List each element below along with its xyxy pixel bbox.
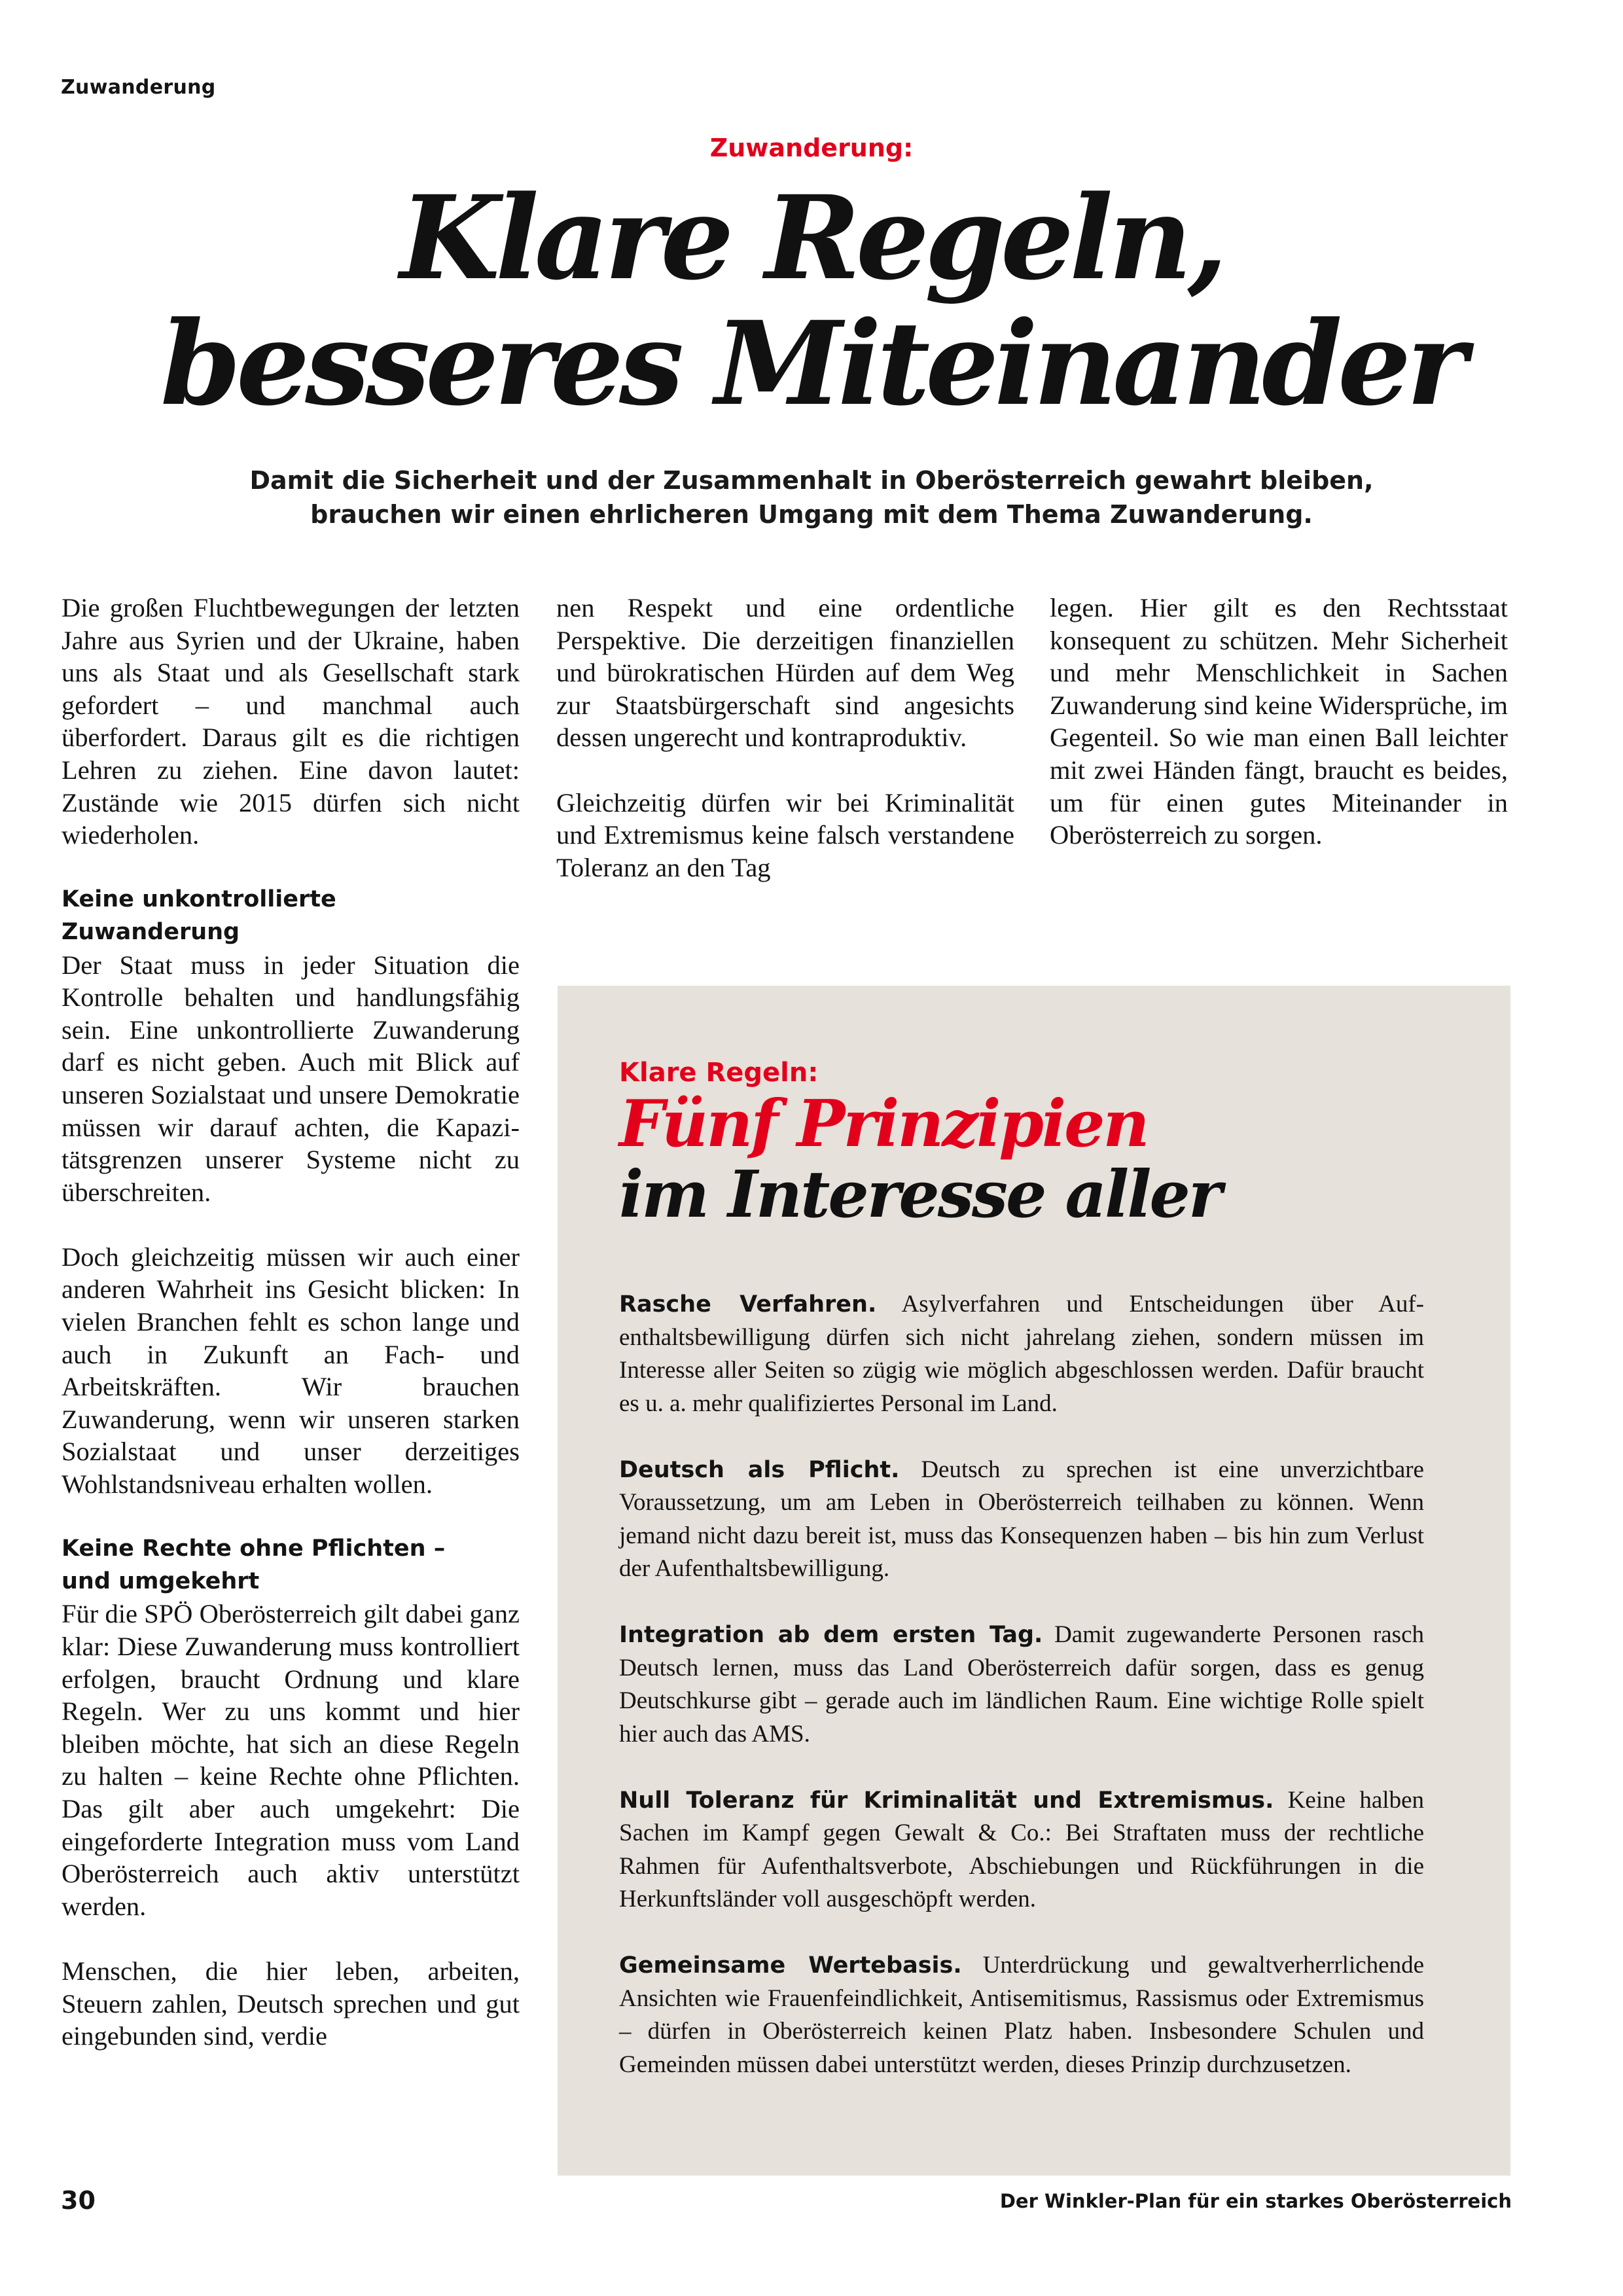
paragraph: Gleichzeitig dürfen wir bei Kriminalität und Extremismus keine falsch verstandene Toleranz an den Tag: [556, 787, 1014, 882]
principles-box: [558, 986, 1510, 2176]
paragraph: legen. Hier gilt es den Rechtsstaat konsequent zu schützen. Mehr Sicherheit und mehr Menschlichkeit in Sachen Zuwanderung sind keine Widersprüche, im Gegenteil. So wie man einen Ball leichter mit zwei Händen fängt, braucht es beides, um für einen gutes Miteinander in Oberösterreich zu sorgen.: [1050, 593, 1508, 850]
publication-footer: Der Winkler-Plan für ein starkes Oberösterreich: [999, 2190, 1512, 2212]
headline-line-2: besseres Miteinander: [160, 296, 1463, 431]
principle-lead: Gemeinsame Wertebasis.: [619, 1952, 962, 1979]
principle-item: [619, 1784, 1424, 1916]
headline: [0, 170, 1623, 431]
deck-line-1: Damit die Sicherheit und der Zusammenhalt in Oberösterreich gewahrt bleiben,: [249, 466, 1374, 495]
principles-list: [619, 1288, 1424, 2115]
paragraph: nen Respekt und eine ordentliche Perspektive. Die derzeitigen finanziellen und bürokratischen Hürden auf dem Weg zur Staatsbürgerschaft sind angesichts dessen ungerecht und kontraproduktiv.: [556, 593, 1014, 753]
subheading-line-2: und umgekehrt: [62, 1568, 260, 1594]
paragraph: Die großen Fluchtbewegungen der letzten Jahre aus Syrien und der Ukraine, haben uns als Staat und als Gesellschaft stark gefordert – und manchmal auch überfordert. Daraus gilt es die richtigen Lehren zu ziehen. Eine davon lautet: Zustände wie 2015 dürfen sich nicht wiederholen.: [62, 593, 520, 850]
box-kicker: Klare Regeln:: [619, 1058, 819, 1088]
paragraph: Der Staat muss in jeder Situation die Kontrolle behalten und handlungsfähig sein. Eine unkontrollierte Zuwanderung darf es nicht geben. Auch mit Blick auf unseren Sozialstaat und unsere Demokratie müssen wir darauf achten, die Kapazitätsgrenzen unserer Systeme nicht zu überschreiten.: [62, 950, 520, 1207]
principle-lead: Deutsch als Pflicht.: [619, 1456, 900, 1483]
deck-line-2: brauchen wir einen ehrlicheren Umgang mit dem Thema Zuwanderung.: [310, 500, 1313, 529]
principle-lead: Integration ab dem ersten Tag.: [619, 1622, 1043, 1648]
paragraph: Doch gleichzeitig müssen wir auch einer anderen Wahrheit ins Gesicht blicken: In vielen Branchen fehlt es schon lange und auch in Zukunft an Fach- und Arbeitskräften. Wir brauchen Zuwanderung, wenn wir unseren starken Sozialstaat und unser derzeitiges Wohlstandsniveau erhalten wollen.: [62, 1242, 520, 1499]
headline-line-1: Klare Regeln,: [399, 170, 1224, 306]
principle-text: Unterdrückung und gewaltverherrlichende Ansichten wie Frauenfeindlichkeit, Antisemitismus, Rassismus oder Extremismus – dürfen in Oberösterreich keinen Platz haben. Insbesondere Schulen und Gemeinden müssen dabei unterstützt werden, dieses Prinzip durchzusetzen.: [619, 1952, 1425, 2078]
principle-lead: Null Toleranz für Kriminalität und Extremismus.: [619, 1787, 1274, 1814]
paragraph: Menschen, die hier leben, arbeiten, Steuern zahlen, Deutsch sprechen und gut eingebunden sind, verdie: [62, 1956, 520, 2051]
body-column-1: [62, 592, 520, 2053]
body-column-3: [1050, 592, 1508, 852]
paragraph: Für die SPÖ Oberösterreich gilt dabei ganz klar: Diese Zuwanderung muss kontrolliert erfolgen, braucht Ordnung und klare Regeln. Wer zu uns kommt und hier bleiben möchte, hat sich an diese Regeln zu halten – keine Rechte ohne Pflichten. Das gilt aber auch umgekehrt: Die eingeforderte Integration muss vom Land Oberösterreich auch aktiv unterstützt werden.: [62, 1599, 520, 1921]
principle-text: Asylverfahren und Entscheidungen über Aufenthaltsbewilligung dürfen sich nicht jahrelang ziehen, sondern müssen im Interesse aller Seiten so zügig wie möglich abgeschlossen werden. Dafür braucht es u. a. mehr qualifiziertes Personal im Land.: [619, 1291, 1424, 1417]
page-number: 30: [61, 2186, 96, 2215]
running-head: Zuwanderung: [61, 76, 216, 99]
subheading: Keine unkontrollierte Zuwanderung: [62, 886, 336, 945]
subheading: [62, 1533, 520, 1598]
principle-lead: Rasche Verfahren.: [619, 1291, 877, 1318]
principle-item: [619, 1949, 1424, 2081]
deck: [0, 463, 1623, 531]
principle-item: [619, 1454, 1424, 1586]
principle-text: Keine halben Sachen im Kampf gegen Gewalt & Co.: Bei Straftaten muss der rechtliche Rahmen für Aufenthaltsverbote, Abschiebungen und Rückführungen in die Herkunftsländer voll ausgeschöpft werden.: [619, 1786, 1424, 1912]
kicker: Zuwanderung:: [709, 134, 914, 162]
principle-item: [619, 1619, 1424, 1751]
subheading-line-1: Keine Rechte ohne Pflichten –: [62, 1535, 446, 1562]
principle-item: [619, 1288, 1424, 1420]
box-title-line-2: im Interesse aller: [619, 1157, 1221, 1232]
principle-text: Damit zugewanderte Personen rasch Deutsch lernen, muss das Land Oberösterreich dafür sorgen, dass es genug Deutschkurse gibt – gerade auch im ländlichen Raum. Eine wichtige Rolle spielt hier auch das AMS.: [619, 1621, 1424, 1748]
box-title: [619, 1086, 1221, 1232]
body-column-2: [556, 592, 1014, 884]
principle-text: Deutsch zu sprechen ist eine unverzichtbare Voraussetzung, um am Leben in Oberösterreich teilhaben zu können. Wenn jemand nicht dazu bereit ist, muss das Konsequenzen haben – bis hin zum Verlust der Aufenthaltsbewilligung.: [619, 1456, 1424, 1582]
box-title-line-1: Fünf Prinzipien: [619, 1086, 1148, 1162]
